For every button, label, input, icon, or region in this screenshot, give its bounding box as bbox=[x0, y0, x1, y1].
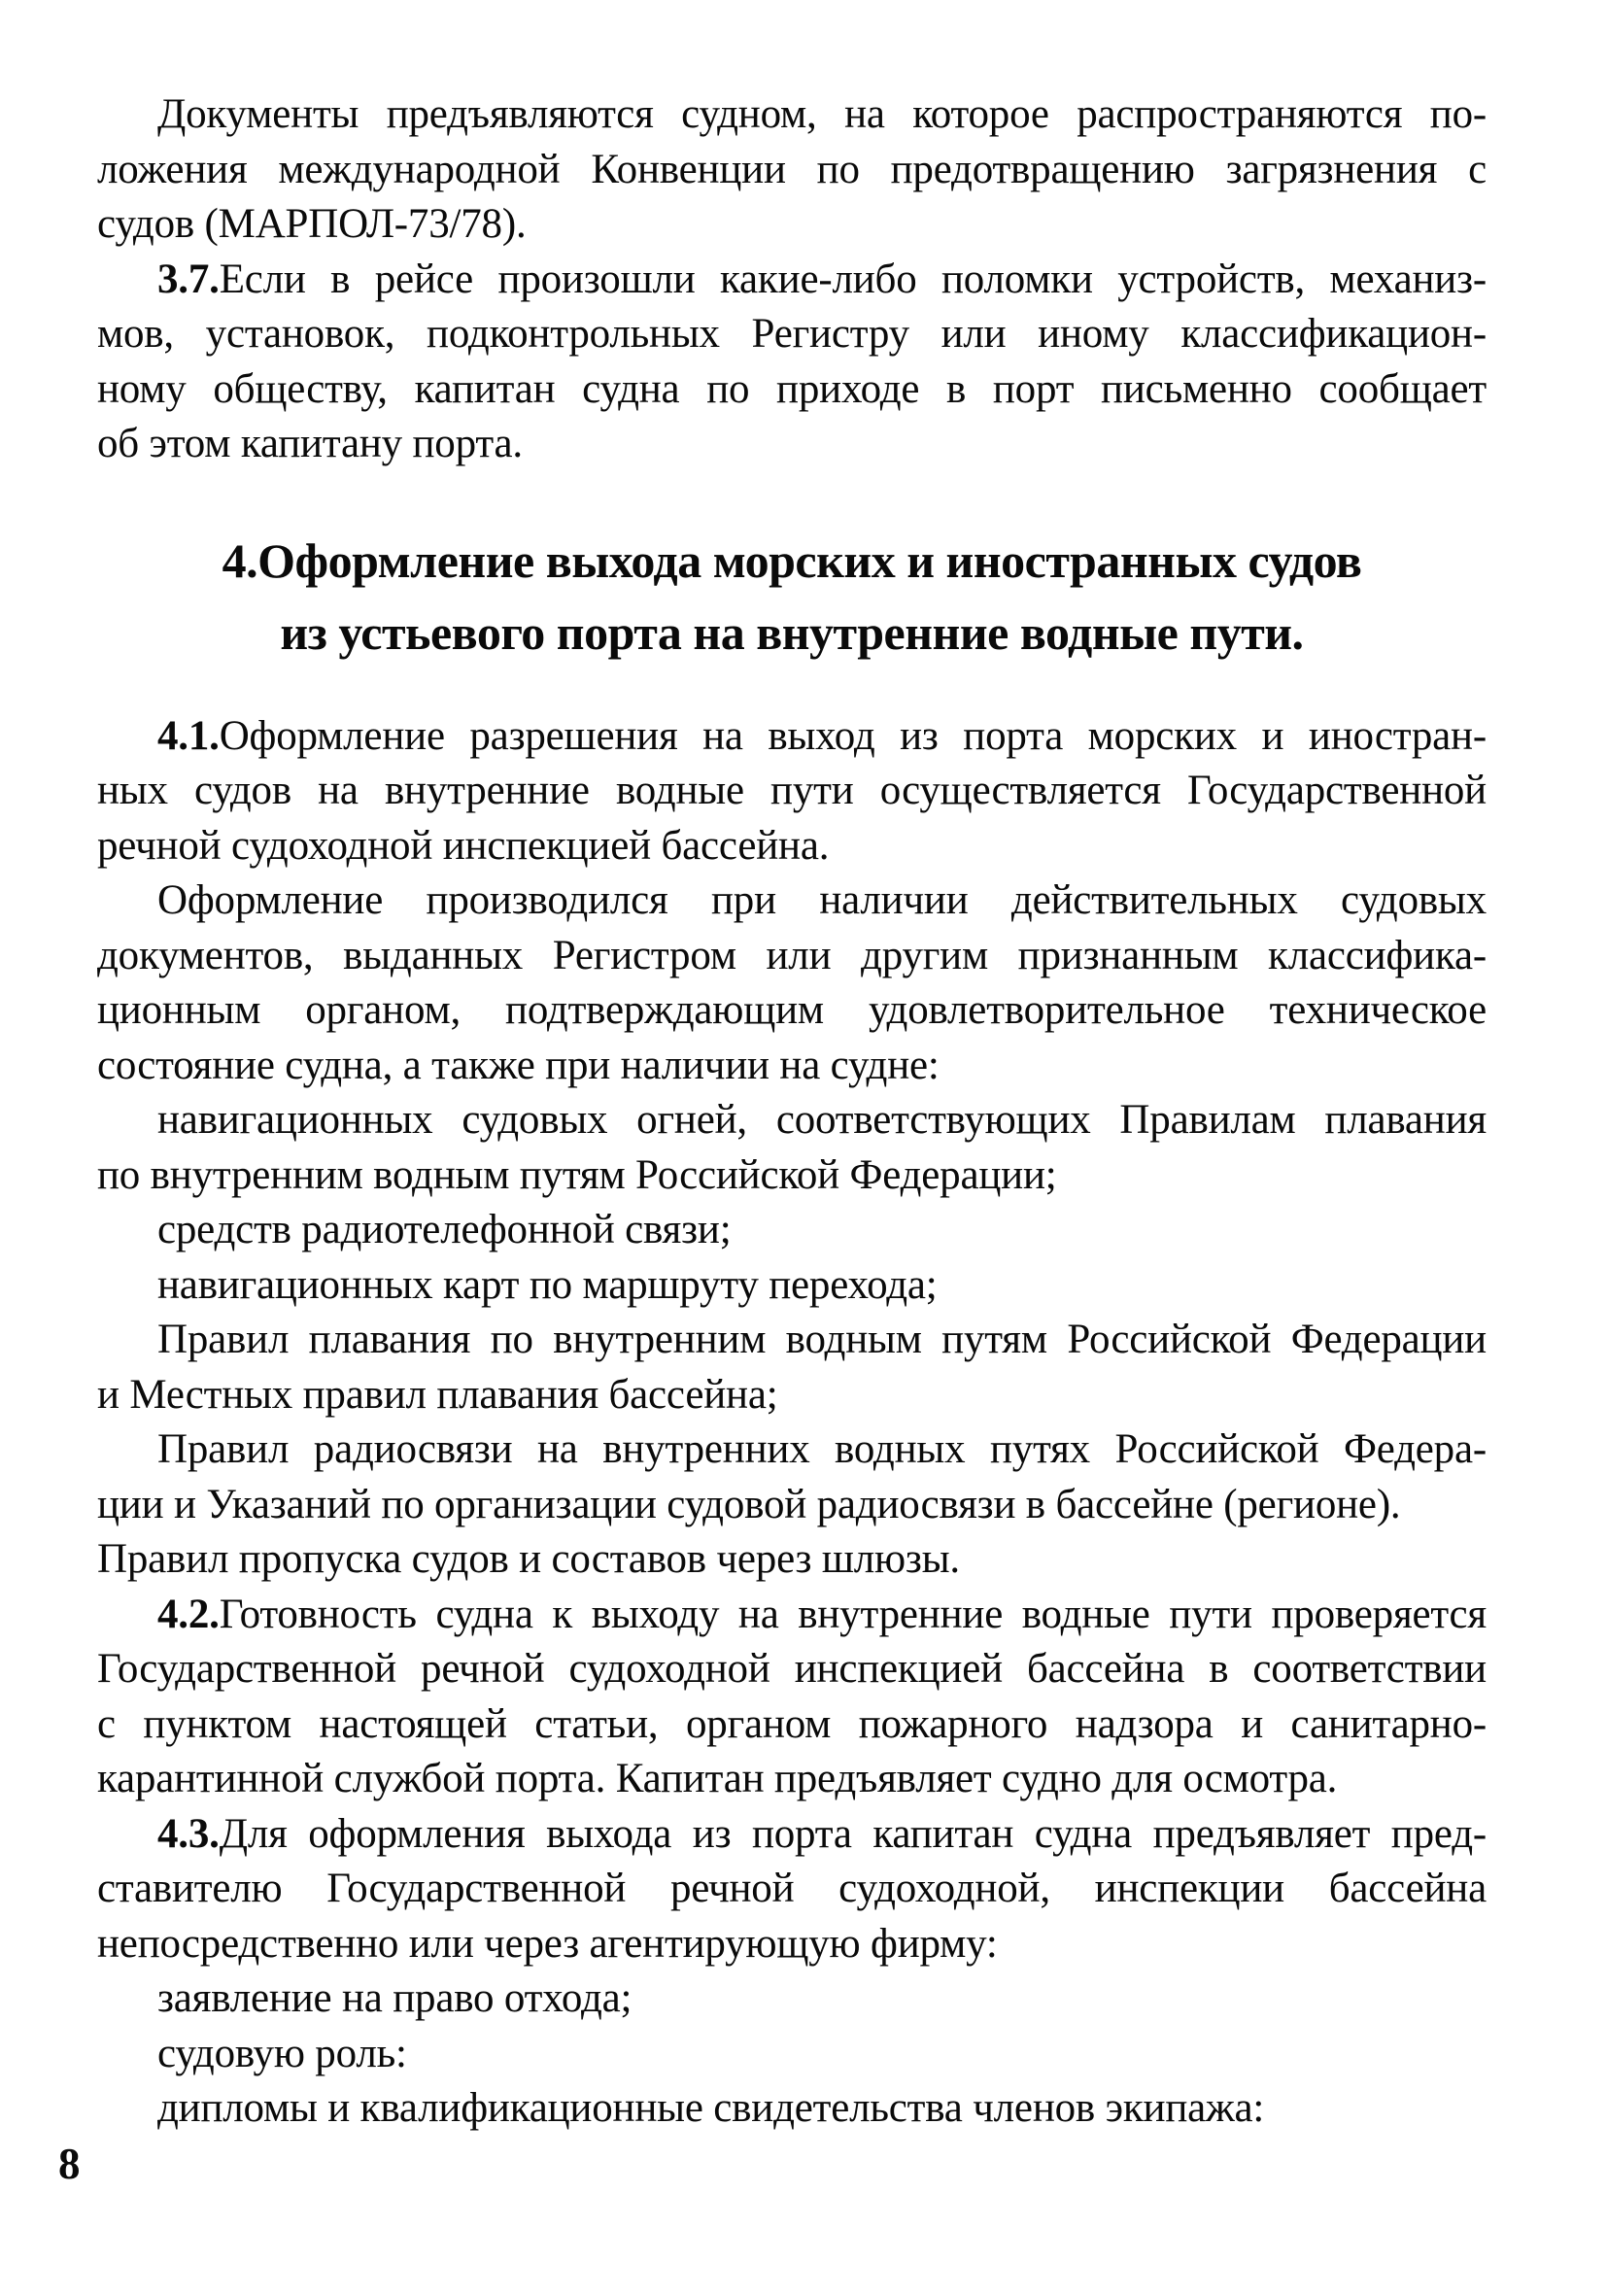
text-line: ции и Указаний по организации судовой радиосвязи в бассейне (регионе). bbox=[97, 1481, 1401, 1527]
text-line: 3.7.Если в рейсе произошли какие-либо поломки устройств, механиз- bbox=[157, 256, 1487, 302]
text-line: мов, установок, подконтрольных Регистру или иному классификацион- bbox=[97, 311, 1487, 357]
text-line: об этом капитану порта. bbox=[97, 421, 523, 466]
text-line: 4.1.Оформление разрешения на выход из порта морских и иностран- bbox=[157, 712, 1487, 759]
text-line: Правил радиосвязи на внутренних водных путях Российской Федера- bbox=[157, 1426, 1487, 1472]
text-line: с пунктом настоящей статьи, органом пожарного надзора и санитарно- bbox=[97, 1700, 1487, 1747]
text-line: 4.2.Готовность судна к выходу на внутренние водные пути проверяется bbox=[157, 1591, 1487, 1637]
text-line: карантинной службой порта. Капитан предъявляет судно для осмотра. bbox=[97, 1756, 1338, 1801]
text-line: и Местных правил плавания бассейна; bbox=[97, 1371, 778, 1418]
text-line: Документы предъявляются судном, на которое распространяются по- bbox=[157, 91, 1487, 137]
section-number: 4.2. bbox=[157, 1591, 220, 1637]
paragraph bbox=[97, 2081, 1487, 2137]
section-heading bbox=[97, 525, 1487, 668]
paragraph bbox=[97, 1588, 1487, 1807]
text-line: документов, выданных Регистром или другим признанным классифика- bbox=[97, 932, 1487, 978]
text-line: ционным органом, подтверждающим удовлетворительное техническое bbox=[97, 987, 1487, 1033]
text-line: судов (МАРПОЛ-73/78). bbox=[97, 201, 527, 247]
text-line: Государственной речной судоходной инспекцией бассейна в соответствии bbox=[97, 1646, 1487, 1692]
paragraph bbox=[97, 874, 1487, 1093]
text-line: по внутренним водным путям Российской Федерации; bbox=[97, 1151, 1057, 1198]
text-line: речной судоходной инспекцией бассейна. bbox=[97, 822, 830, 869]
paragraph bbox=[97, 1532, 1487, 1588]
text-line: ложения международной Конвенции по предотвращению загрязнения с bbox=[97, 146, 1487, 192]
text-line: состояние судна, а также при наличии на судне: bbox=[97, 1042, 940, 1088]
text-line: Правил пропуска судов и составов через шлюзы. bbox=[97, 1536, 960, 1582]
paragraph bbox=[97, 1203, 1487, 1258]
paragraph bbox=[97, 2027, 1487, 2082]
section-number: 3.7. bbox=[157, 256, 220, 302]
text-line: 4.3.Для оформления выхода из порта капитан судна предъявляет пред- bbox=[157, 1810, 1487, 1857]
heading-line: из устьевого порта на внутренние водные пути. bbox=[280, 604, 1304, 660]
paragraph bbox=[97, 87, 1487, 253]
heading-line: 4.Оформление выхода морских и иностранных судов bbox=[222, 532, 1362, 588]
text-line: навигационных карт по маршруту перехода; bbox=[157, 1261, 938, 1308]
paragraph bbox=[97, 709, 1487, 874]
text-line: ставителю Государственной речной судоходной, инспекции бассейна bbox=[97, 1866, 1487, 1911]
text-line: дипломы и квалификационные свидетельства членов экипажа: bbox=[157, 2085, 1265, 2131]
paragraph bbox=[97, 1258, 1487, 1314]
text-line: судовую роль: bbox=[157, 2030, 407, 2076]
text-line: ных судов на внутренние водные пути осуществляется Государственной bbox=[97, 768, 1487, 813]
paragraph bbox=[97, 1422, 1487, 1532]
paragraph bbox=[97, 1971, 1487, 2027]
section-number: 4.3. bbox=[157, 1810, 220, 1857]
text-line: ному обществу, капитан судна по приходе в порт письменно сообщает bbox=[97, 365, 1487, 412]
section-number: 4.1. bbox=[157, 712, 220, 759]
paragraph bbox=[97, 1093, 1487, 1203]
text-line: Правил плавания по внутренним водным путям Российской Федерации bbox=[157, 1317, 1487, 1362]
text-line: навигационных судовых огней, соответствующих Правилам плавания bbox=[157, 1097, 1487, 1143]
page-number: 8 bbox=[58, 2140, 81, 2188]
text-line: непосредственно или через агентирующую фирму: bbox=[97, 1920, 998, 1967]
document-text-block bbox=[97, 87, 1487, 2137]
text-line: Оформление производился при наличии действительных судовых bbox=[157, 877, 1487, 923]
text-line: средств радиотелефонной связи; bbox=[157, 1207, 732, 1252]
paragraph bbox=[97, 1807, 1487, 1972]
paragraph bbox=[97, 1313, 1487, 1422]
paragraph bbox=[97, 253, 1487, 472]
text-line: заявление на право отхода; bbox=[157, 1975, 633, 2021]
